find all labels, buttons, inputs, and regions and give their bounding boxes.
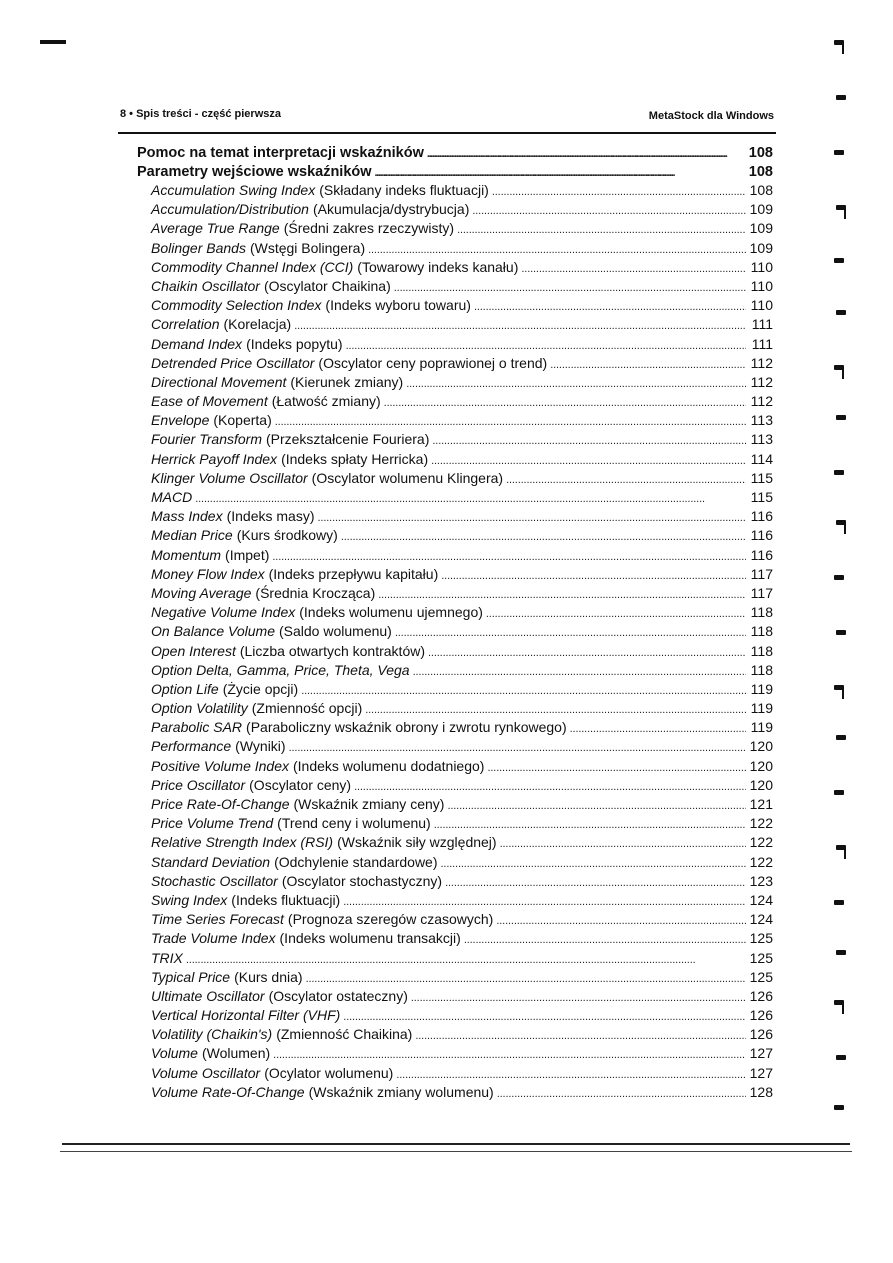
dot-leader [272,546,746,567]
toc-entry [137,200,773,219]
toc-entry-title: Typical Price [151,968,231,985]
dot-leader [415,1025,746,1046]
toc-section-entry [137,144,773,163]
dot-leader [441,853,747,874]
toc-page-number: 120 [749,776,773,793]
scan-mark [834,470,844,475]
toc-entry [137,488,773,507]
toc-entry [137,430,773,449]
toc-entry [137,1083,773,1102]
toc-entry-title: Commodity Selection Index [151,297,322,314]
toc-entry [137,315,773,334]
toc-entry-translation: (Wyniki) [235,738,286,755]
toc-entry-translation: (Prognoza szeregów czasowych) [287,911,494,928]
scan-mark [834,685,844,690]
toc-entry [137,1025,773,1044]
footer-rule-thin [60,1151,852,1152]
toc-entry-translation: (Indeks spłaty Herricka) [281,450,429,467]
toc-entry-title: Volume Rate-Of-Change [151,1083,305,1100]
toc-page-number: 116 [750,527,773,544]
toc-entry-title: Volatility (Chaikin's) [151,1026,273,1043]
toc-entry [137,373,773,392]
dot-leader [431,450,746,471]
toc-entry [137,1044,773,1063]
dot-leader [384,392,746,413]
toc-entry-translation: (Akumulacja/dystrybucja) [312,201,470,218]
dot-leader [427,144,746,164]
scan-mark [834,365,844,370]
toc-entry [137,833,773,852]
toc-page-number: 117 [750,584,773,601]
toc-page-number: 128 [749,1083,773,1100]
dot-leader [550,354,746,375]
scan-mark [836,415,846,420]
toc-entry-translation: (Indeks wolumenu transakcji) [279,930,461,947]
scan-mark [836,845,846,850]
dot-leader [354,776,746,797]
toc-entry-translation: (Średni zakres rzeczywisty) [283,220,455,237]
dot-leader [341,526,746,547]
dot-leader [521,258,746,279]
toc-entry-translation: (Indeks masy) [226,508,315,525]
toc-entry [137,622,773,641]
toc-section-entry [137,163,773,182]
dot-leader [343,891,746,912]
toc-page-number: 122 [749,834,773,851]
dot-leader [445,872,746,893]
toc-entry-title: Volume Oscillator [151,1064,261,1081]
toc-entry-translation: (Odchylenie standardowe) [274,853,438,870]
toc-entry [137,661,773,680]
dot-leader [343,1006,746,1027]
scan-mark [834,790,844,795]
scan-mark [834,258,844,263]
toc-page-number: 118 [750,604,773,621]
scan-mark [834,150,844,155]
toc-entry-title: Directional Movement [151,373,287,390]
toc-entry-translation: (Oscylator ostateczny) [268,987,408,1004]
toc-entry [137,296,773,315]
toc-page-number: 118 [750,661,773,678]
dot-leader [497,1083,746,1104]
toc-entry-title: Performance [151,738,232,755]
toc-page-number: 127 [749,1064,773,1081]
dot-leader [406,373,746,394]
scan-mark [836,735,846,740]
scan-mark [836,95,846,100]
scan-mark [834,575,844,580]
toc-entry-title: Option Life [151,680,219,697]
dot-leader [289,737,746,758]
toc-entry-title: Accumulation Swing Index [151,182,316,198]
toc-entry-title: Envelope [151,412,210,429]
toc-entry [137,891,773,910]
toc-entry-translation: (Kurs środkowy) [236,527,338,544]
scan-mark [40,40,66,44]
dot-leader [457,219,746,240]
toc-entry-title: Standard Deviation [151,853,271,870]
toc-entry-translation: (Liczba otwartych kontraktów) [239,642,426,659]
toc-page-number: 112 [750,373,773,390]
toc-entry-translation: (Wskaźnik siły względnej) [337,834,497,851]
toc-entry-translation: (Składany indeks fluktuacji) [319,182,489,198]
toc-page-number: 111 [751,335,773,352]
toc-entry-translation: (Trend ceny i wolumenu) [277,815,431,832]
toc-entry [137,335,773,354]
toc-page-number: 122 [749,815,773,832]
toc-page-number: 124 [749,891,773,908]
toc-entry-translation: (Oscylator stochastyczny) [281,872,443,889]
toc-entry-title: Relative Strength Index (RSI) [151,834,334,851]
toc-entry [137,968,773,987]
toc-entry-title: Negative Volume Index [151,604,296,621]
dot-leader [413,661,746,682]
toc-entry [137,795,773,814]
toc-entry [137,258,773,277]
toc-page-number: 112 [750,354,773,371]
dot-leader [396,1064,746,1085]
toc-entry-title: Option Delta, Gamma, Price, Theta, Vega [151,661,410,678]
toc-entry [137,277,773,296]
toc-entry-translation: (Kierunek zmiany) [290,373,404,390]
toc-entry-title: Median Price [151,527,233,544]
dot-leader [411,987,746,1008]
toc-page-number: 122 [749,853,773,870]
dot-leader [487,757,746,778]
toc-entry-translation: (Korelacja) [223,316,292,333]
toc-entry [137,450,773,469]
toc-entry-translation: (Wolumen) [201,1045,271,1062]
toc-page-number: 109 [749,201,773,218]
toc-page-number: 116 [750,508,773,525]
toc-page-number: 126 [749,987,773,1004]
dot-leader [486,603,746,624]
toc-entry-translation: (Indeks fluktuacji) [231,891,341,908]
toc-entry [137,910,773,929]
dot-leader [273,1044,746,1065]
toc-entry [137,565,773,584]
dot-leader [428,642,746,663]
dot-leader [368,239,746,260]
toc-page-number: 119 [750,719,773,736]
toc-entry [137,526,773,545]
dot-leader [434,814,746,835]
toc-entry-title: Stochastic Oscillator [151,872,278,889]
toc-entry-translation: (Indeks popytu) [246,335,343,352]
toc-page-number: 115 [750,469,773,486]
dot-leader [294,315,746,336]
toc-entry-title: TRIX [151,949,183,966]
toc-entry [137,853,773,872]
dot-leader [365,699,746,720]
toc-entry-translation: (Zmienność Chaikina) [276,1026,413,1043]
toc-entry [137,546,773,565]
scan-mark [834,40,844,45]
toc-entry-translation: (Saldo wolumenu) [279,623,392,640]
toc-entry-translation: (Indeks wolumenu dodatniego) [293,757,485,774]
toc-page-number: 120 [749,757,773,774]
toc-entry-title: Time Series Forecast [151,911,284,928]
toc-page-number: 109 [749,220,773,237]
toc-entry [137,219,773,238]
toc-page-number: 126 [749,1026,773,1043]
toc-entry-translation: (Wskaźnik zmiany wolumenu) [308,1083,494,1100]
toc-entry-title: Detrended Price Oscillator [151,354,315,371]
dot-leader [474,296,746,317]
dot-leader [306,968,746,989]
dot-leader [195,488,746,509]
toc-entry [137,872,773,891]
scan-mark [836,950,846,955]
toc-entry [137,757,773,776]
toc-page-number: 119 [750,680,773,697]
dot-leader [432,430,746,451]
toc-entry [137,642,773,661]
toc-entry-title: Moving Average [151,584,252,601]
toc-entry [137,584,773,603]
dot-leader [375,163,746,183]
toc-page-number: 121 [749,796,773,812]
footer-rule [62,1143,850,1145]
toc-page-number: 117 [750,565,773,582]
toc-entry-title: Chaikin Oscillator [151,277,260,294]
dot-leader [570,718,746,739]
toc-page-number: 108 [748,163,773,180]
toc-entry-translation: (Indeks wolumenu ujemnego) [299,604,483,621]
toc-page-number: 116 [750,546,773,563]
toc-page-number: 127 [749,1045,773,1062]
toc-entry-title: Mass Index [151,508,223,525]
toc-page-number: 125 [749,968,773,985]
toc-entry-translation: (Życie opcji) [222,680,299,697]
dot-leader [496,910,746,931]
toc-page-number: 118 [750,642,773,659]
toc-entry [137,392,773,411]
toc-entry-title: Swing Index [151,891,228,908]
toc-entry-translation: (Przekształcenie Fouriera) [265,431,430,448]
toc-entry-translation: (Oscylator ceny) [249,776,352,793]
toc-entry-title: Price Volume Trend [151,815,274,832]
scan-mark [834,1105,844,1110]
toc-entry-title: Price Oscillator [151,776,246,793]
toc-entry-translation: (Koperta) [213,412,272,429]
toc-entry [137,1006,773,1025]
toc-page-number: 108 [748,145,773,161]
toc-page-number: 113 [750,412,773,429]
toc-entry-translation: (Towarowy indeks kanału) [357,258,519,275]
toc-entry-title: Herrick Payoff Index [151,450,278,467]
toc-entry [137,814,773,833]
toc-entry [137,507,773,526]
toc-entry-title: Open Interest [151,642,236,659]
toc-page-number: 125 [749,930,773,947]
toc-entry-title: Fourier Transform [151,431,262,448]
toc-entry [137,181,773,200]
running-header [120,108,774,124]
toc-page-number: 110 [750,297,773,314]
toc-page-number: 120 [749,738,773,755]
toc-entry-title: Correlation [151,316,220,333]
toc-entry [137,737,773,756]
toc-entry-title: Bolinger Bands [151,239,246,256]
toc-entry [137,929,773,948]
toc-page-number: 118 [750,623,773,640]
toc-entry-title: On Balance Volume [151,623,275,640]
toc-entry-translation: (Zmienność opcji) [251,700,363,717]
dot-leader [378,584,746,605]
toc-entry-title: Option Volatility [151,700,248,717]
toc-page-number: 112 [750,393,773,410]
toc-entry [137,987,773,1006]
toc-page-number: 126 [749,1007,773,1024]
scan-mark [836,630,846,635]
header-left: 8 • Spis treści - część pierwsza [120,108,281,120]
dot-leader [500,833,746,854]
dot-leader [492,181,746,202]
toc-entry-translation: (Oscylator Chaikina) [263,277,391,294]
toc-entry-title: MACD [151,489,193,505]
toc-entry-translation: (Oscylator wolumenu Klingera) [311,469,504,486]
dot-leader [506,469,746,490]
toc-entry-translation: (Wskaźnik zmiany ceny) [293,796,445,812]
toc-page-number: 115 [750,489,773,505]
toc-entry-title: Parametry wejściowe wskaźników [137,163,372,180]
toc-page-number: 114 [750,450,773,467]
dot-leader [301,680,746,701]
header-right: MetaStock dla Windows [648,110,774,122]
dot-leader [394,277,746,298]
toc-entry [137,411,773,430]
toc-entry-translation: (Paraboliczny wskaźnik obrony i zwrotu rynkowego) [246,719,567,736]
scan-mark [836,205,846,210]
toc-page-number: 108 [749,182,773,198]
toc-entry-title: Average True Range [151,220,280,237]
scan-mark [836,1055,846,1060]
toc-entry-title: Pomoc na temat interpretacji wskaźników [137,145,424,161]
toc-entry-translation: (Kurs dnia) [234,968,303,985]
toc-entry-title: Trade Volume Index [151,930,276,947]
toc-entry-title: Momentum [151,546,222,563]
dot-leader [395,622,746,643]
dot-leader [346,335,746,356]
scan-mark [834,1000,844,1005]
scan-mark [836,520,846,525]
dot-leader [186,949,746,970]
dot-leader [464,929,746,950]
toc-entry [137,718,773,737]
toc-entry [137,776,773,795]
header-rule [118,132,776,134]
dot-leader [318,507,746,528]
toc-entry [137,1064,773,1083]
toc-entry-translation: (Oscylator ceny poprawionej o trend) [318,354,548,371]
toc-entry [137,949,773,968]
toc-entry-translation: (Indeks przepływu kapitału) [268,565,439,582]
toc-entry-title: Positive Volume Index [151,757,289,774]
toc-page-number: 110 [750,258,773,275]
toc-entry-title: Vertical Horizontal Filter (VHF) [151,1007,341,1024]
toc-entry-title: Demand Index [151,335,243,352]
toc-entry [137,469,773,488]
toc-entry-title: Klinger Volume Oscillator [151,469,308,486]
toc-page-number: 119 [750,700,773,717]
toc-page-number: 109 [749,239,773,256]
toc-entry-title: Commodity Channel Index (CCI) [151,258,354,275]
toc-page-number: 110 [750,277,773,294]
toc-entry [137,680,773,699]
toc-entry [137,603,773,622]
toc-entry [137,699,773,718]
toc-page-number: 111 [751,316,773,333]
toc-entry-title: Parabolic SAR [151,719,243,736]
dot-leader [275,411,746,432]
toc-entry-title: Ultimate Oscillator [151,987,265,1004]
scan-mark [836,310,846,315]
table-of-contents [137,144,773,1102]
toc-entry-translation: (Ocylator wolumenu) [264,1064,394,1081]
toc-entry-title: Price Rate-Of-Change [151,796,290,812]
toc-page-number: 113 [750,431,773,448]
toc-page-number: 124 [749,911,773,928]
toc-entry-translation: (Impet) [225,546,270,563]
toc-entry-translation: (Wstęgi Bolingera) [249,239,366,256]
toc-entry-title: Accumulation/Distribution [151,201,309,218]
dot-leader [447,795,746,816]
toc-entry [137,354,773,373]
toc-entry-title: Ease of Movement [151,393,268,410]
binding-edge-marks [834,0,864,1263]
scan-mark [834,900,844,905]
toc-page-number: 125 [749,949,773,966]
toc-entry [137,239,773,258]
toc-entry-title: Volume [151,1045,198,1062]
toc-page-number: 123 [749,872,773,889]
dot-leader [472,200,746,221]
toc-entry-translation: (Łatwość zmiany) [271,393,381,410]
toc-entry-translation: (Indeks wyboru towaru) [325,297,471,314]
toc-entry-title: Money Flow Index [151,565,265,582]
toc-entry-translation: (Średnia Krocząca) [255,584,376,601]
dot-leader [441,565,746,586]
